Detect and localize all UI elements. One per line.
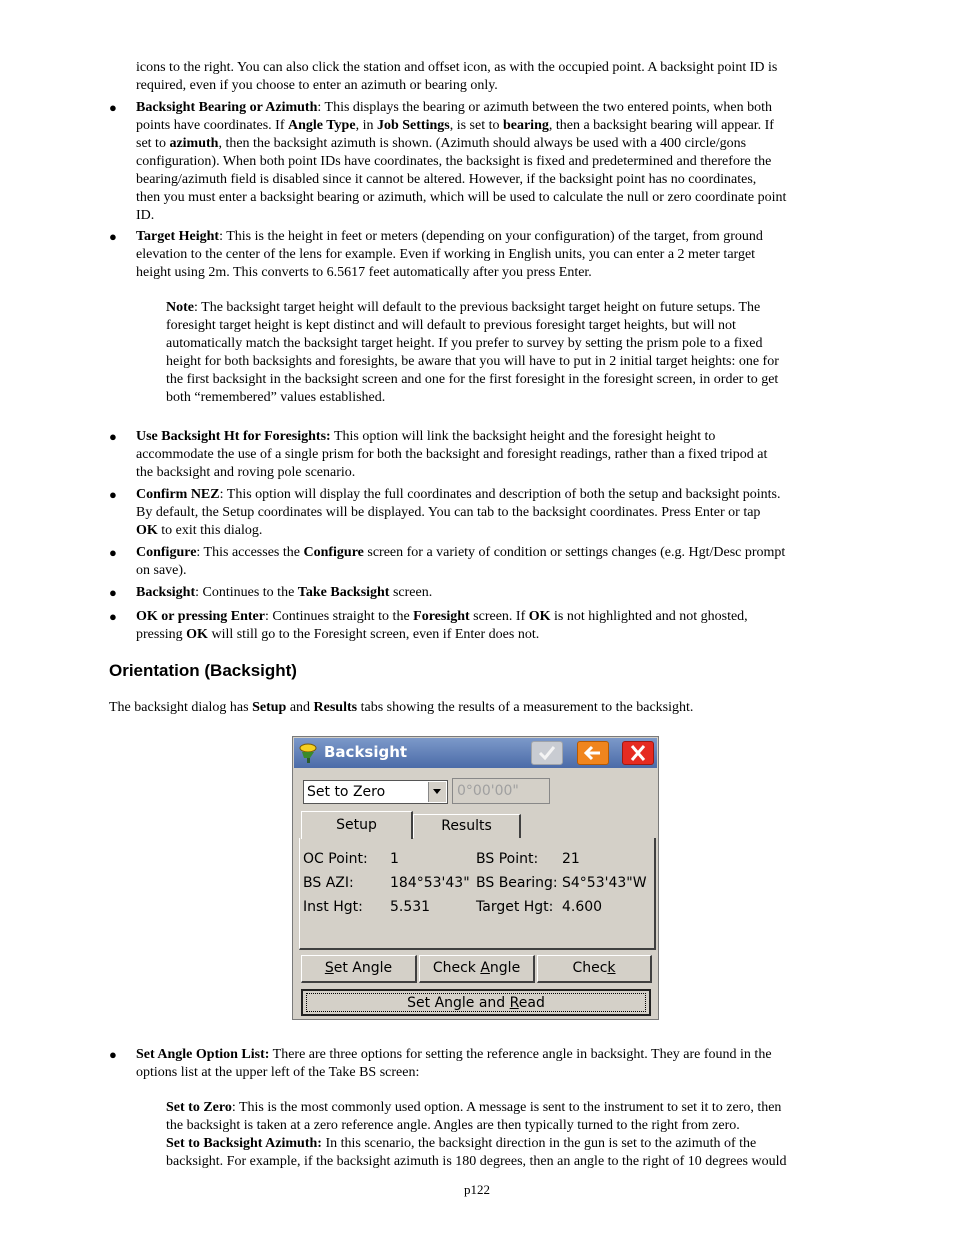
tab-results[interactable]: Results [413, 814, 521, 838]
body-text: height using 2m. This converts to 6.5617 feet automatically after you press Enter. [136, 265, 592, 280]
body-text: elevation to the center of the lens for example. Even if working in English units, you can enter a 2 meter target [136, 247, 756, 262]
note-text: Note: The backsight target height will default to the previous backsight target height on future setups. The [166, 300, 761, 315]
body-text: bearing/azimuth field is disabled since it cannot be altered. However, if the backsight point has no coordinates, [136, 172, 757, 187]
list-item: Set Angle Option List: There are three options for setting the reference angle in backsight. They are found in the [136, 1047, 772, 1062]
set-angle-button[interactable]: Set Angle [301, 955, 417, 983]
option-text: the backsight is taken at a zero reference angle. Angles are then typically turned to the right from zero. [166, 1118, 740, 1133]
bs-bearing-value: S4°53'43"W [562, 875, 647, 891]
list-item: OK or pressing Enter: Continues straight to the Foresight screen. If OK is not highlighted and not ghosted, [136, 609, 748, 624]
body-text: configuration). When both point IDs have coordinates, the backsight is fixed and predetermined and therefore the [136, 154, 772, 169]
body-text: points have coordinates. If Angle Type, in Job Settings, is set to bearing, then a backsight bearing will appear. If [136, 118, 774, 133]
body-text: By default, the Setup coordinates will be displayed. You can tab to the backsight coordinates. Press Enter or tap [136, 505, 761, 520]
body-text: pressing OK will still go to the Foresight screen, even if Enter does not. [136, 627, 540, 642]
option-text: backsight. For example, if the backsight azimuth is 180 degrees, then an angle to the right of 10 degrees would [166, 1154, 787, 1169]
bullet-icon: ● [109, 429, 117, 444]
list-item: Configure: This accesses the Configure screen for a variety of condition or settings changes (e.g. Hgt/Desc prompt [136, 545, 786, 560]
inst-hgt-label: Inst Hgt: [303, 899, 363, 915]
bullet-icon: ● [109, 585, 117, 600]
bullet-icon: ● [109, 545, 117, 560]
note-text: automatically match the backsight target height. If you prefer to survey by setting the prism pole to a fixed [166, 336, 763, 351]
body-text: required, even if you choose to enter an azimuth or bearing only. [136, 78, 498, 93]
body-text: options list at the upper left of the Take BS screen: [136, 1065, 420, 1080]
set-angle-option-select[interactable] [303, 780, 448, 804]
option-text: Set to Zero: This is the most commonly used option. A message is sent to the instrument to set it to zero, then [166, 1100, 782, 1115]
back-button[interactable] [577, 741, 609, 765]
list-item: Target Height: This is the height in feet or meters (depending on your configuration) of the target, from ground [136, 229, 763, 244]
setup-panel [299, 838, 656, 950]
list-item: Backsight: Continues to the Take Backsight screen. [136, 585, 433, 600]
bs-point-value: 21 [562, 851, 580, 867]
bullet-icon: ● [109, 100, 117, 115]
select-value: Set to Zero [307, 784, 386, 800]
check-button[interactable]: Check [537, 955, 652, 983]
body-text: icons to the right. You can also click the station and offset icon, as with the occupied point. A backsight point ID is [136, 60, 778, 75]
chevron-down-icon[interactable] [428, 782, 446, 802]
checkmark-icon [532, 742, 562, 764]
list-item: Backsight Bearing or Azimuth: This displays the bearing or azimuth between the two entered points, when both [136, 100, 773, 115]
dialog-titlebar [294, 738, 657, 768]
list-item: Confirm NEZ: This option will display the full coordinates and description of both the setup and backsight points. [136, 487, 781, 502]
close-button[interactable] [622, 741, 654, 765]
body-text: then you must enter a backsight bearing or azimuth, which will be used to calculate the null or zero coordinate point [136, 190, 787, 205]
app-logo-icon [298, 742, 320, 764]
note-text: foresight target height is kept distinct and will default to previous foresight target heights, but will not [166, 318, 736, 333]
dialog-title: Backsight [324, 743, 408, 761]
set-angle-and-read-button[interactable]: Set Angle and Read [301, 989, 651, 1016]
target-hgt-label: Target Hgt: [476, 899, 554, 915]
body-text: accommodate the use of a single prism for both the backsight and foresight readings, rather than a fixed tripod at [136, 447, 768, 462]
arrow-left-icon [578, 742, 608, 764]
body-text: set to azimuth, then the backsight azimuth is shown. (Azimuth should always be used with a 400 circle/gons [136, 136, 747, 151]
inst-hgt-value: 5.531 [390, 899, 431, 915]
bs-bearing-label: BS Bearing: [476, 875, 558, 891]
bullet-icon: ● [109, 1047, 117, 1062]
bullet-icon: ● [109, 487, 117, 502]
oc-point-label: OC Point: [303, 851, 368, 867]
note-text: the first backsight in the backsight screen and one for the first foresight in the foresight screen, in order to get [166, 372, 779, 387]
note-text: height for both backsights and foresights, be aware that you will have to put in 2 initial target heights: one for [166, 354, 779, 369]
target-hgt-value: 4.600 [562, 899, 603, 915]
angle-field: 0°00'00" [452, 778, 550, 804]
backsight-dialog [292, 736, 659, 1020]
bs-azi-value: 184°53'43" [390, 875, 470, 891]
body-text: OK to exit this dialog. [136, 523, 263, 538]
body-text: on save). [136, 563, 187, 578]
body-text: The backsight dialog has Setup and Results tabs showing the results of a measurement to the backsight. [109, 700, 694, 715]
bs-azi-label: BS AZI: [303, 875, 354, 891]
note-text: both “remembered” values established. [166, 390, 386, 405]
tab-setup[interactable]: Setup [301, 811, 413, 839]
oc-point-value: 1 [390, 851, 399, 867]
body-text: ID. [136, 208, 155, 223]
section-heading: Orientation (Backsight) [109, 661, 297, 680]
bs-point-label: BS Point: [476, 851, 539, 867]
check-angle-button[interactable]: Check Angle [419, 955, 535, 983]
close-icon [623, 742, 653, 764]
page-number: p122 [464, 1182, 490, 1197]
bullet-icon: ● [109, 229, 117, 244]
body-text: the backsight and roving pole scenario. [136, 465, 356, 480]
ok-button[interactable] [531, 741, 563, 765]
list-item: Use Backsight Ht for Foresights: This option will link the backsight height and the foresight height to [136, 429, 716, 444]
option-text: Set to Backsight Azimuth: In this scenario, the backsight direction in the gun is set to the azimuth of the [166, 1136, 757, 1151]
bullet-icon: ● [109, 609, 117, 624]
